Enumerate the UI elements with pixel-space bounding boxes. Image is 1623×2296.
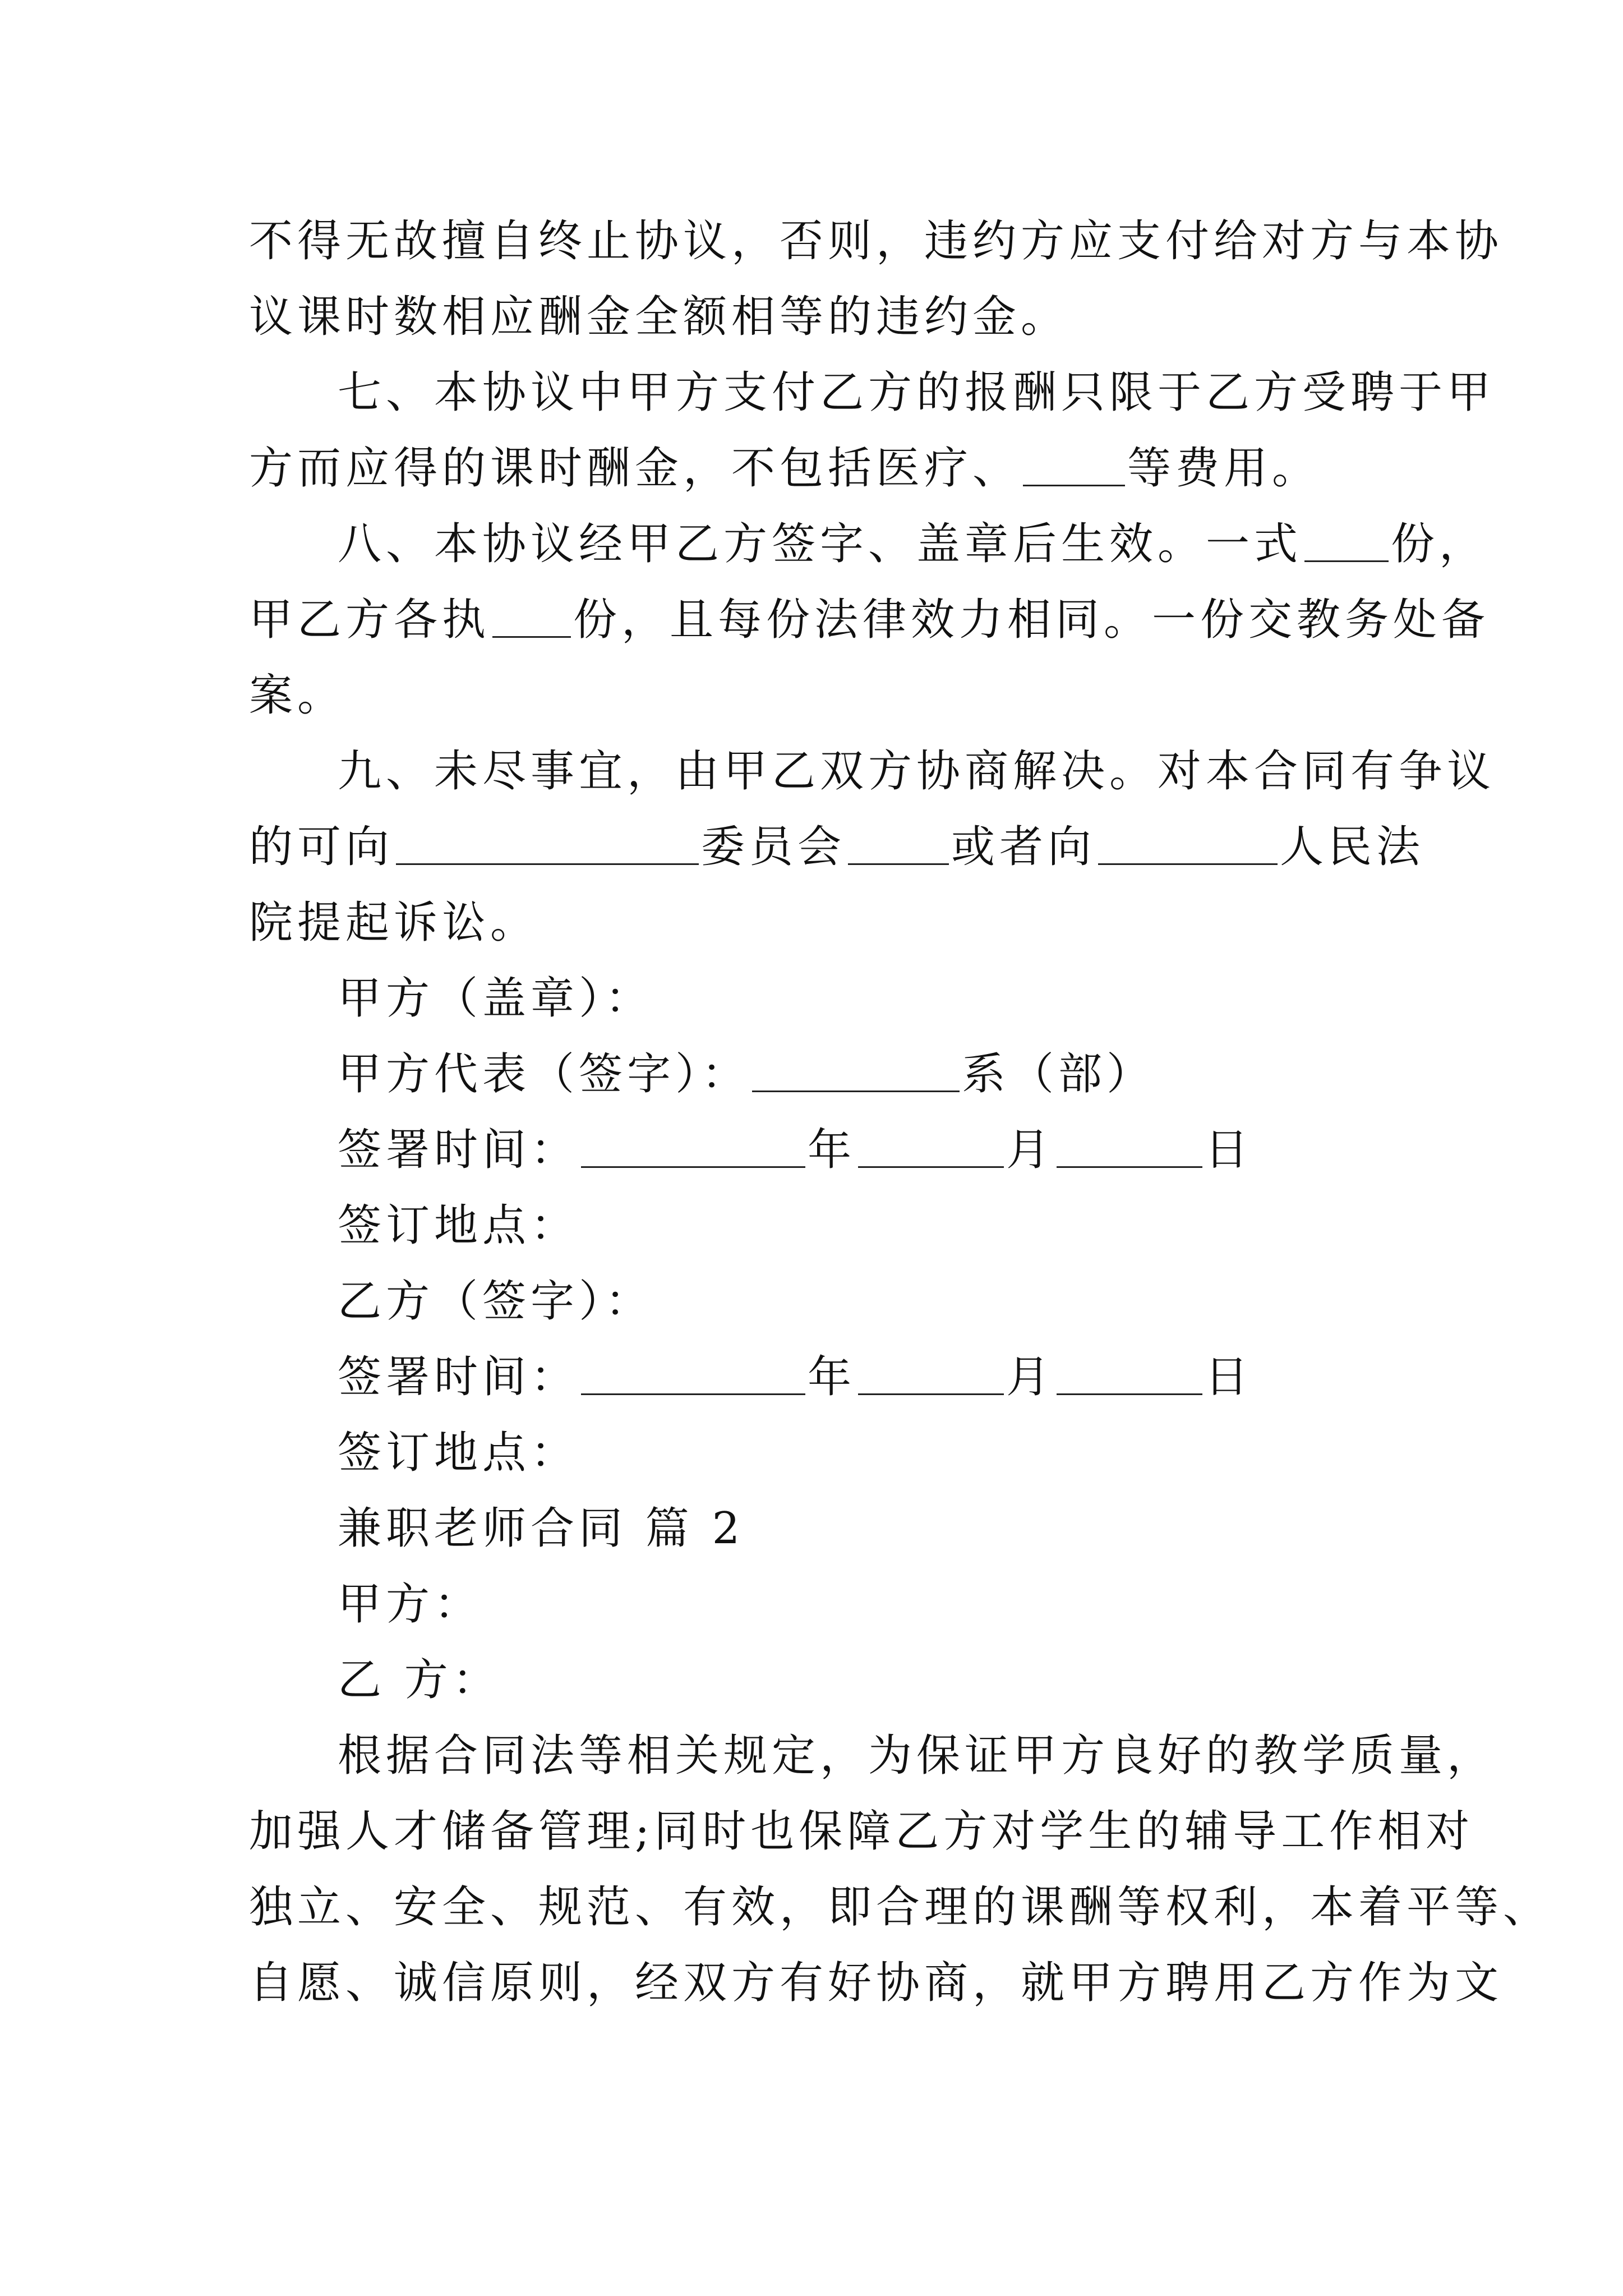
- signing-date-line: [338, 1349, 1253, 1405]
- paragraph-line: [249, 819, 1424, 875]
- text-fragment: 院提起诉讼。: [249, 898, 539, 948]
- fill-blank: [396, 824, 699, 865]
- signing-place-line: [338, 1425, 579, 1481]
- text-fragment: 乙方（签字）：: [338, 1276, 654, 1327]
- text-fragment: 签订地点：: [338, 1428, 579, 1478]
- text-fragment: 议课时数相应酬金全额相等的违约金。: [249, 292, 1069, 342]
- text-fragment: 份，且每份法律效力相同。一份交教务处备: [573, 595, 1490, 645]
- party-line: [338, 1576, 482, 1632]
- text-fragment: 八、本协议经甲乙方签字、盖章后生效。一式: [338, 519, 1303, 569]
- signing-date-line: [338, 1122, 1253, 1178]
- text-fragment: 签署时间：: [338, 1352, 579, 1402]
- clause-nine-line: [338, 743, 1495, 799]
- fill-blank: [1304, 521, 1389, 562]
- paragraph-line: [338, 1728, 1495, 1784]
- text-fragment: 日: [1205, 1352, 1253, 1402]
- text-fragment: 年: [808, 1125, 856, 1175]
- text-fragment: 兼职老师合同 篇 2: [338, 1503, 745, 1554]
- fill-blank: [752, 1051, 960, 1092]
- signature-line: [338, 1273, 653, 1329]
- fill-blank: [492, 597, 571, 638]
- paragraph-line: [249, 592, 1490, 648]
- signing-place-line: [338, 1198, 579, 1254]
- paragraph-line: [249, 895, 538, 951]
- text-fragment: 自愿、诚信原则，经双方有好协商，就甲方聘用乙方作为文: [249, 1958, 1504, 2008]
- text-fragment: 九、未尽事宜，由甲乙双方协商解决。对本合同有争议: [338, 746, 1496, 797]
- text-fragment: 不得无故擅自终止协议，否则，违约方应支付给对方与本协: [249, 216, 1504, 266]
- text-fragment: 签署时间：: [338, 1125, 579, 1175]
- text-fragment: 月: [1006, 1352, 1055, 1402]
- text-fragment: 委员会: [701, 822, 846, 872]
- text-fragment: 案。: [249, 670, 346, 721]
- text-fragment: 甲乙方各执: [249, 595, 491, 645]
- text-fragment: 日: [1205, 1125, 1253, 1175]
- paragraph-line: [249, 289, 1069, 345]
- paragraph-line: [249, 440, 1320, 496]
- fill-blank: [858, 1127, 1004, 1168]
- text-fragment: 人民法: [1280, 822, 1425, 872]
- paragraph-line: [249, 668, 345, 724]
- text-fragment: 甲方（盖章）：: [338, 973, 654, 1024]
- clause-seven-line: [338, 365, 1495, 421]
- party-line: [338, 1652, 501, 1708]
- section-heading: [338, 1501, 744, 1557]
- paragraph-line: [249, 1955, 1503, 2011]
- fill-blank: [581, 1354, 805, 1395]
- text-fragment: 等费用。: [1127, 443, 1321, 494]
- text-fragment: 七、本协议中甲方支付乙方的报酬只限于乙方受聘于甲: [338, 367, 1496, 418]
- fill-blank: [858, 1354, 1004, 1395]
- text-fragment: 方而应得的课时酬金，不包括医疗、: [249, 443, 1021, 494]
- text-fragment: 年: [808, 1352, 856, 1402]
- text-fragment: 甲方代表（签字）：: [338, 1049, 750, 1099]
- text-fragment: 甲方：: [338, 1579, 483, 1630]
- text-fragment: 加强人才储备管理;同时也保障乙方对学生的辅导工作相对: [249, 1806, 1474, 1857]
- text-fragment: 根据合同法等相关规定，为保证甲方良好的教学质量，: [338, 1731, 1496, 1781]
- signature-line: [338, 1046, 1155, 1102]
- fill-blank: [1098, 824, 1278, 865]
- fill-blank: [848, 824, 949, 865]
- text-fragment: 乙 方：: [338, 1655, 501, 1705]
- text-fragment: 系（部）: [962, 1049, 1155, 1099]
- fill-blank: [1023, 445, 1125, 486]
- text-fragment: 独立、安全、规范、有效，即合理的课酬等权利，本着平等、: [249, 1882, 1552, 1932]
- fill-blank: [1057, 1354, 1202, 1395]
- text-fragment: 的可向: [249, 822, 394, 872]
- paragraph-line: [249, 1879, 1551, 1935]
- text-fragment: 月: [1006, 1125, 1055, 1175]
- fill-blank: [1057, 1127, 1202, 1168]
- paragraph-line: [249, 213, 1503, 269]
- signature-line: [338, 970, 653, 1027]
- text-fragment: 份，: [1391, 519, 1488, 569]
- clause-eight-line: [338, 516, 1487, 572]
- text-fragment: 或者向: [951, 822, 1096, 872]
- text-fragment: 签订地点：: [338, 1200, 579, 1251]
- fill-blank: [581, 1127, 805, 1168]
- paragraph-line: [249, 1803, 1474, 1860]
